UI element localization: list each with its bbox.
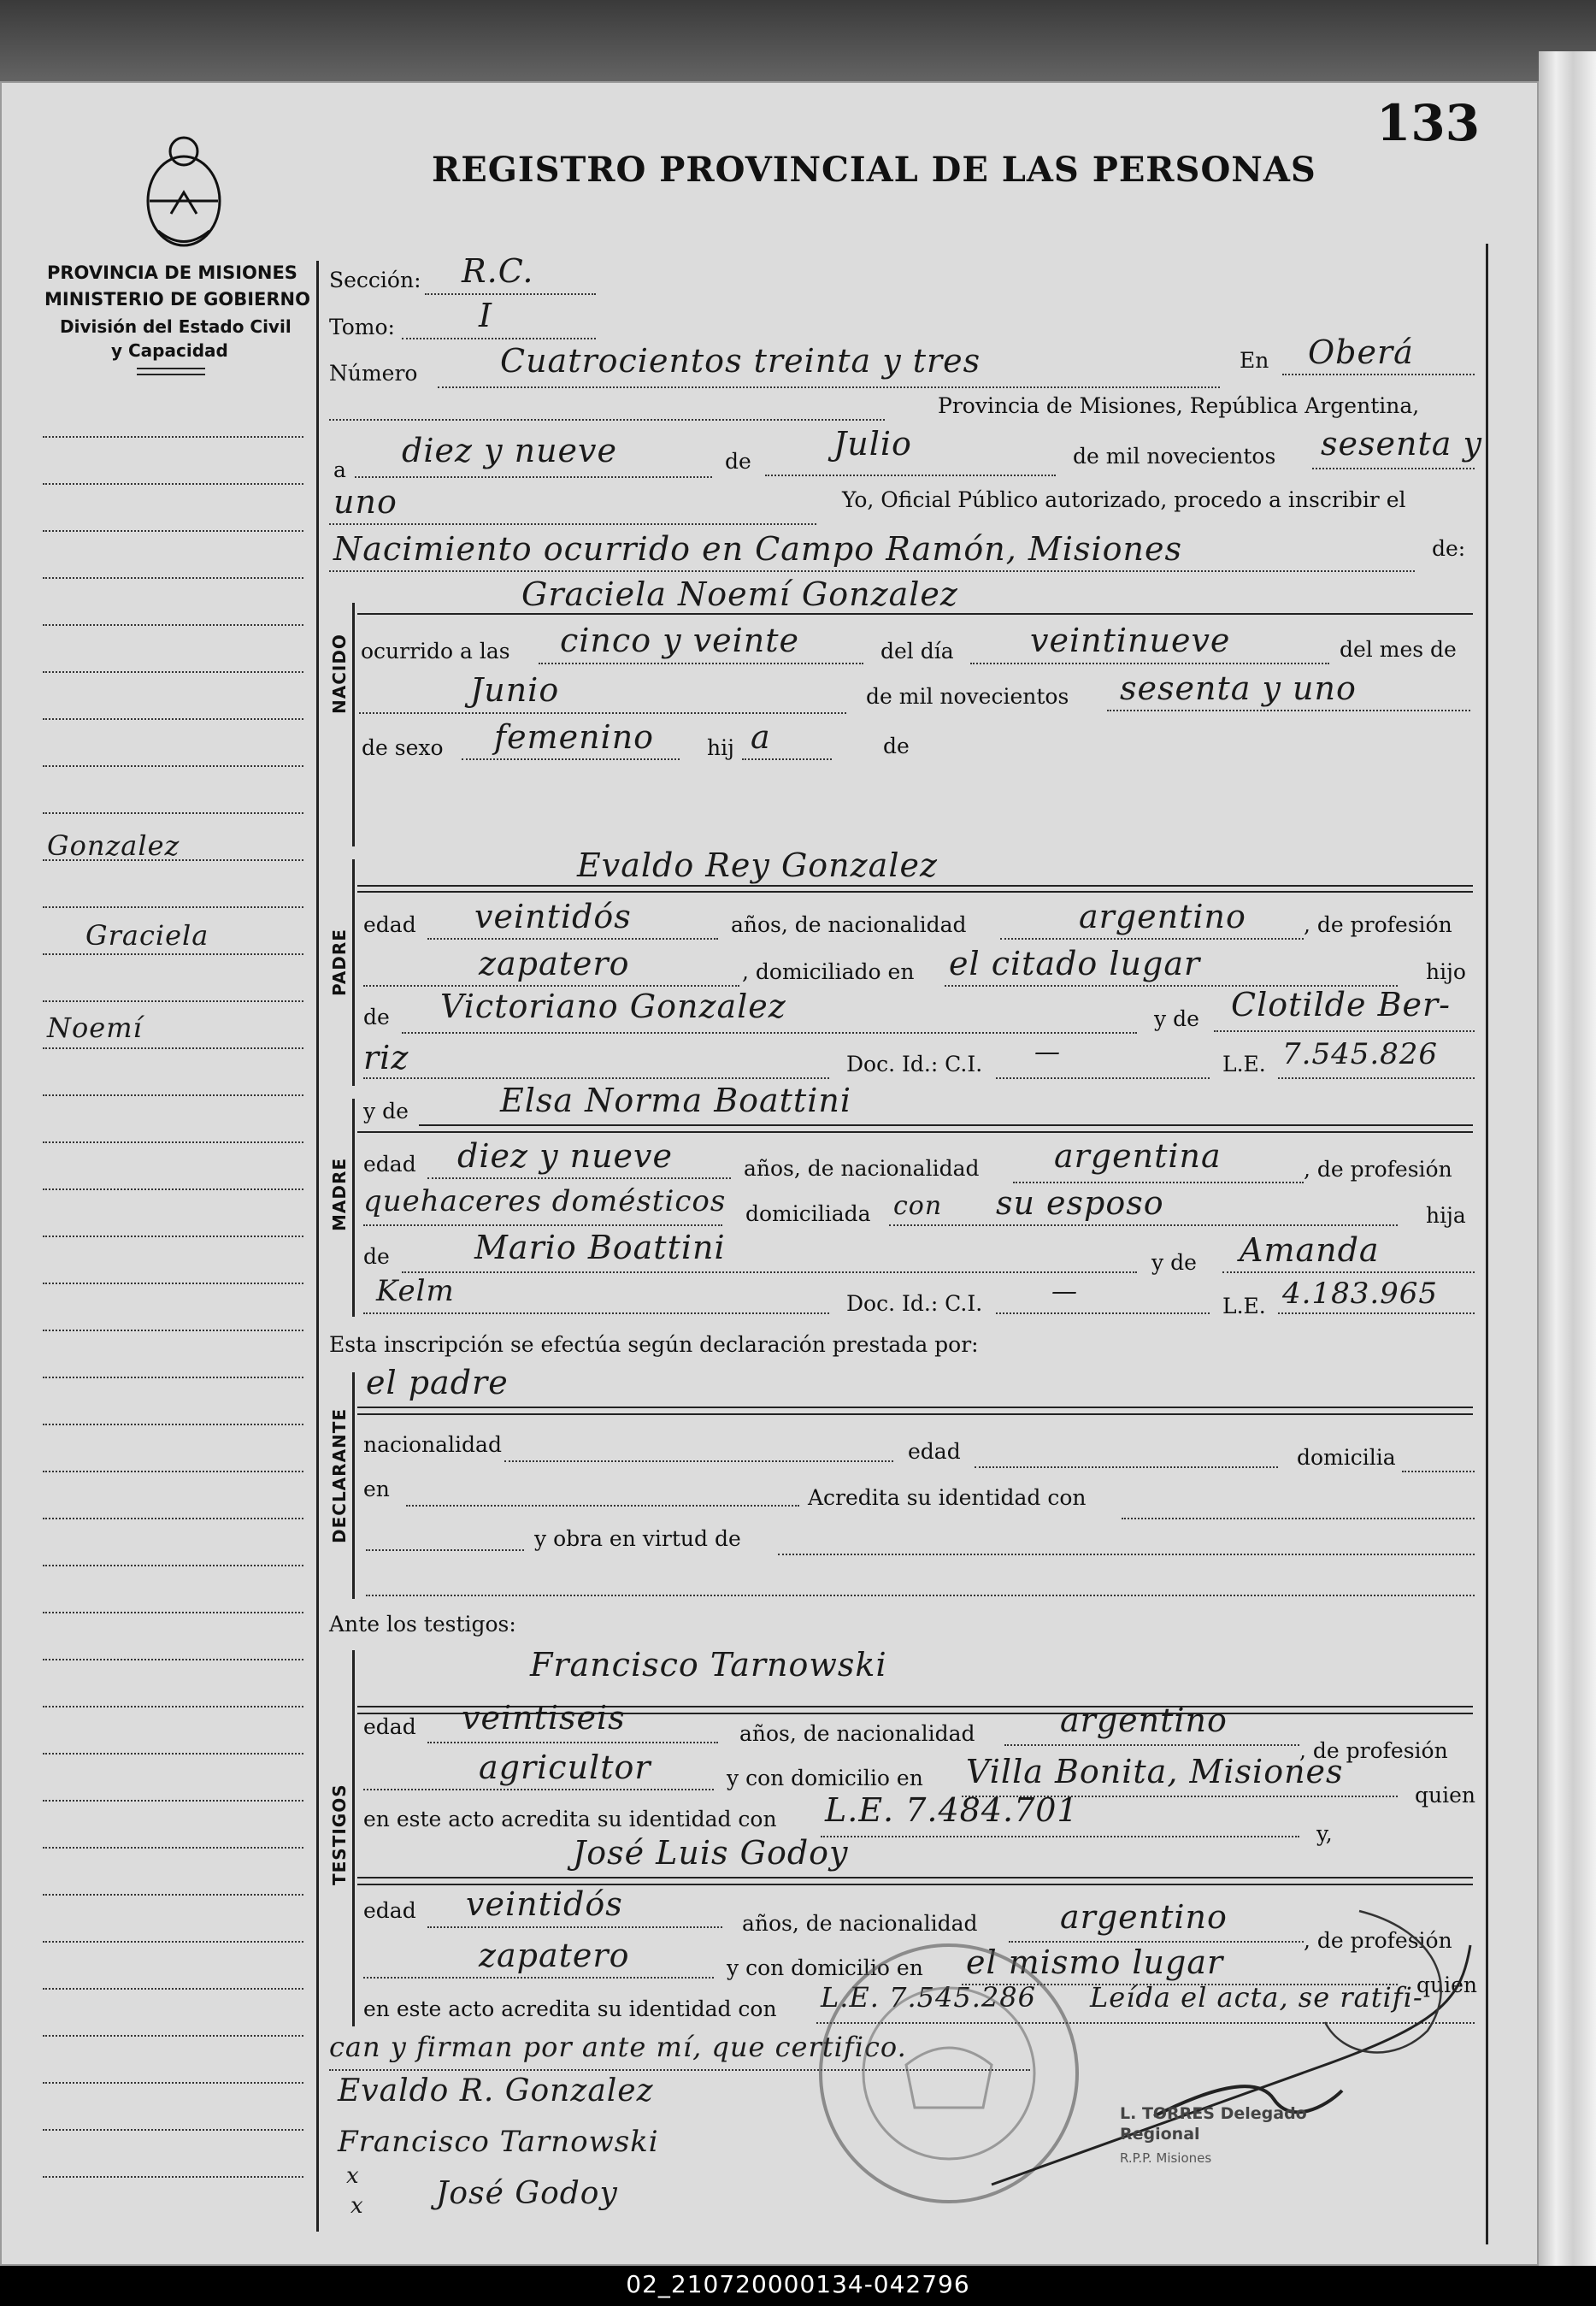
a-label: a [333, 457, 346, 482]
padre-le-label: L.E. [1222, 1052, 1266, 1076]
footer-filename: 02_210720000134-042796 [626, 2270, 970, 2298]
field-line [357, 1131, 1473, 1133]
document-page [0, 81, 1539, 2266]
margin-line [43, 1659, 303, 1660]
madre-edad-label: edad [363, 1152, 416, 1177]
sexo-value: femenino [494, 718, 655, 756]
field-line [406, 1505, 799, 1507]
field-line [1004, 1744, 1299, 1746]
field-line [357, 1413, 1473, 1415]
field-line [427, 938, 718, 940]
field-line [438, 386, 1220, 388]
de-mil-nac-label: de mil novecientos [866, 684, 1069, 709]
field-line [357, 1407, 1473, 1408]
side-label-declarante: DECLARANTE [329, 1407, 350, 1543]
mes-value: Julio [833, 425, 912, 463]
madre-y-de-value-b: Kelm [376, 1274, 455, 1308]
padre-de-value: Victoriano Gonzalez [440, 988, 786, 1025]
testigo2-profesion-label: , de profesión [1304, 1928, 1452, 1953]
tomo-label: Tomo: [329, 315, 395, 339]
testigo1-nombre-value: Francisco Tarnowski [530, 1646, 887, 1684]
scan-top-shadow [0, 0, 1596, 94]
testigo2-quien-label: quien [1416, 1973, 1477, 1997]
side-label-padre: PADRE [329, 929, 350, 996]
margin-note-surname: Gonzalez [47, 829, 180, 862]
declarante-domicilia-label: domicilia [1297, 1445, 1396, 1470]
margin-line [43, 1753, 303, 1755]
margin-line [43, 1988, 303, 1990]
declarante-nac-label: nacionalidad [363, 1432, 502, 1457]
field-line [504, 1460, 893, 1462]
margin-line [43, 1377, 303, 1378]
field-line [425, 293, 596, 295]
field-line [419, 1124, 1473, 1126]
margin-line [43, 1047, 303, 1049]
margin-line [43, 1141, 303, 1143]
padre-doc-label: Doc. Id.: C.I. [846, 1052, 983, 1076]
margin-line [43, 718, 303, 720]
margin-line [43, 1094, 303, 1096]
testigo2-domicilio-label: y con domicilio en [727, 1955, 923, 1980]
padre-hijo-label: hijo [1426, 959, 1466, 984]
madre-ci-value: — [1051, 1277, 1078, 1306]
margin-line [43, 483, 303, 485]
field-line [363, 1789, 714, 1790]
cierre-value: can y firman por ante mí, que certifico. [329, 2031, 907, 2063]
testigo1-dom-value: Villa Bonita, Misiones [966, 1753, 1344, 1790]
margin-line [43, 1424, 303, 1425]
margin-line [43, 953, 303, 955]
hij-label: hij [707, 735, 734, 760]
madre-profesion-label: , de profesión [1304, 1157, 1452, 1182]
testigo1-id-value: L.E. 7.484.701 [825, 1791, 1079, 1829]
main-border-right [1486, 244, 1488, 2244]
section-border-declarante [352, 1372, 355, 1599]
margin-line [43, 812, 303, 814]
margin-line [43, 765, 303, 767]
numero-label: Número [329, 361, 418, 386]
margin-line [43, 1471, 303, 1472]
madre-prof-value: quehaceres domésticos [363, 1184, 727, 1218]
main-border-left [316, 261, 319, 2232]
provincia-label: Provincia de Misiones, República Argentina, [938, 393, 1420, 418]
sexo-label: de sexo [362, 735, 444, 760]
padre-le-value: 7.545.826 [1282, 1037, 1439, 1071]
field-line [1013, 1182, 1304, 1183]
padre-profesion-label: , de profesión [1304, 912, 1452, 937]
madre-dom-prefix: con [893, 1191, 943, 1221]
field-line [1222, 1271, 1475, 1273]
margin-line [43, 671, 303, 673]
section-border-padre [352, 859, 355, 1086]
field-line [357, 885, 1473, 887]
field-line [427, 1742, 718, 1743]
padre-dom-value: el citado lugar [949, 945, 1201, 982]
header-underline [137, 368, 205, 369]
side-label-madre: MADRE [329, 1157, 350, 1231]
field-line [355, 476, 712, 478]
testigo2-prof-value: zapatero [479, 1937, 630, 1974]
padre-edad-value: veintidós [474, 898, 632, 935]
hora-value: cinco y veinte [560, 622, 800, 659]
field-line [765, 475, 1056, 476]
field-line [363, 1077, 829, 1079]
field-line [363, 985, 739, 987]
margin-line [43, 2035, 303, 2037]
madre-le-value: 4.183.965 [1282, 1277, 1439, 1311]
field-line [889, 1224, 1398, 1226]
field-line [975, 1466, 1278, 1468]
testigo1-edad-label: edad [363, 1714, 416, 1739]
section-border-testigos [352, 1650, 355, 2026]
anio-nac-value: sesenta y uno [1120, 669, 1357, 707]
nombre-inscripto-value: Graciela Noemí Gonzalez [521, 575, 958, 613]
dia-value: diez y nueve [402, 432, 618, 469]
testigo2-anios-label: años, de nacionalidad [742, 1911, 978, 1936]
coat-of-arms-icon [137, 133, 231, 252]
ante-testigos-label: Ante los testigos: [329, 1612, 516, 1637]
padre-ci-value: — [1034, 1037, 1061, 1067]
numero-value: Cuatrocientos treinta y tres [500, 342, 981, 380]
padre-prof-value: zapatero [479, 945, 630, 982]
field-line [1278, 1077, 1475, 1079]
testigo1-prof-value: agricultor [479, 1749, 651, 1786]
field-line [363, 1224, 722, 1226]
field-line [357, 1877, 1473, 1878]
dia-nac-value: veintinueve [1030, 622, 1231, 659]
testigo1-profesion-label: , de profesión [1299, 1738, 1448, 1763]
margin-line [43, 1283, 303, 1284]
mes-nac-value: Junio [470, 671, 560, 709]
page-title: REGISTRO PROVINCIAL DE LAS PERSONAS [432, 150, 1316, 190]
margin-line [43, 2082, 303, 2084]
page-number: 133 [1376, 94, 1481, 152]
madre-doc-label: Doc. Id.: C.I. [846, 1291, 983, 1316]
del-dia-label: del día [880, 639, 954, 663]
padre-edad-label: edad [363, 912, 416, 937]
side-label-testigos: TESTIGOS [329, 1784, 350, 1885]
field-line [1312, 468, 1475, 469]
book-edge [1539, 51, 1596, 2266]
testigo2-nombre-value: José Luis Godoy [573, 1834, 849, 1872]
field-line [1278, 1312, 1475, 1314]
margin-line [43, 1800, 303, 1802]
field-line [402, 338, 596, 339]
testigo1-edad-value: veintiseis [462, 1699, 626, 1737]
firma-testigo1: Francisco Tarnowski [338, 2125, 659, 2159]
tipo-acta-value: Nacimiento ocurrido en Campo Ramón, Misiones [333, 530, 1182, 568]
field-line [363, 1312, 829, 1314]
field-line [1282, 374, 1475, 375]
esta-inscripcion-label: Esta inscripción se efectúa según declaración prestada por: [329, 1332, 979, 1357]
margin-line [43, 1518, 303, 1519]
tomo-value: I [479, 297, 493, 334]
padre-anios-label: años, de nacionalidad [731, 912, 967, 937]
anio-value-b: uno [333, 483, 398, 521]
madre-edad-value: diez y nueve [457, 1137, 674, 1175]
madre-domiciliada-label: domiciliada [745, 1201, 871, 1226]
padre-y-de-value-a: Clotilde Ber- [1231, 986, 1451, 1023]
field-line [427, 1177, 731, 1179]
margin-line [43, 1330, 303, 1331]
field-line [778, 1554, 1475, 1555]
section-border-madre [352, 1099, 355, 1317]
testigo1-quien-label: quien [1415, 1783, 1475, 1808]
testigo1-nac-value: argentino [1060, 1701, 1228, 1739]
testigo1-anios-label: años, de nacionalidad [739, 1721, 975, 1746]
margin-line [43, 1565, 303, 1566]
firma-x1: x [346, 2163, 360, 2189]
margin-line [43, 1941, 303, 1943]
padre-nac-value: argentino [1079, 898, 1246, 935]
madre-nac-value: argentina [1054, 1137, 1222, 1175]
margin-note-second-name: Noemí [47, 1011, 143, 1044]
margin-line [43, 2176, 303, 2178]
padre-domiciliado-label: , domiciliado en [742, 959, 915, 984]
madre-anios-label: años, de nacionalidad [744, 1156, 980, 1181]
madre-y-de2-label: y de [1151, 1250, 1197, 1275]
margin-line [43, 1612, 303, 1613]
field-line [366, 1549, 524, 1551]
field-line [742, 758, 832, 760]
field-line [821, 1836, 1299, 1837]
field-line [366, 1595, 1475, 1596]
field-line [996, 1312, 1210, 1314]
testigo2-acredita-label: en este acto acredita su identidad con [363, 1996, 777, 2021]
lugar-value: Oberá [1308, 333, 1414, 371]
de-label-sexo: de [883, 734, 910, 758]
madre-de-value: Mario Boattini [474, 1229, 726, 1266]
field-line [329, 523, 816, 525]
margin-line [43, 530, 303, 532]
anio-value-a: sesenta y [1321, 425, 1482, 463]
firma-x2: x [350, 2193, 364, 2219]
declarante-obra-label: y obra en virtud de [534, 1526, 741, 1551]
field-line [427, 1926, 722, 1928]
field-line [1402, 1471, 1475, 1472]
field-line [1122, 1518, 1475, 1519]
side-label-nacido: NACIDO [329, 634, 350, 714]
officer-signature-icon [983, 1894, 1479, 2219]
declarante-value: el padre [366, 1364, 509, 1401]
field-line [357, 613, 1473, 615]
madre-y-de-label: y de [363, 1099, 409, 1124]
field-line [1000, 938, 1304, 940]
stamp-text: L. TORRES Delegado Regional [1120, 2104, 1307, 2144]
margin-note-first-name: Graciela [85, 919, 209, 952]
margin-line [43, 1236, 303, 1237]
header-province: PROVINCIA DE MISIONES [47, 262, 297, 283]
madre-y-de-value-a: Amanda [1240, 1231, 1380, 1269]
field-line [402, 1032, 1137, 1034]
testigo1-domicilio-label: y con domicilio en [727, 1766, 923, 1790]
declarante-edad-label: edad [908, 1439, 961, 1464]
header-ministry: MINISTERIO DE GOBIERNO [44, 289, 310, 310]
hij-suffix-value: a [751, 718, 771, 756]
margin-line [43, 1188, 303, 1190]
de-label: de [725, 449, 751, 474]
margin-line [43, 1000, 303, 1002]
madre-hija-label: hija [1426, 1203, 1466, 1228]
field-line [357, 891, 1473, 893]
de-mil-label: de mil novecientos [1073, 444, 1276, 469]
field-line [1107, 710, 1470, 711]
field-line [329, 419, 885, 421]
madre-le-label: L.E. [1222, 1294, 1266, 1318]
field-line [363, 1977, 714, 1979]
field-line [1214, 1030, 1475, 1032]
margin-line [43, 2129, 303, 2131]
testigo2-edad-label: edad [363, 1898, 416, 1923]
ocurrido-label: ocurrido a las [361, 639, 510, 663]
stamp-text-2: R.P.P. Misiones [1120, 2150, 1212, 2166]
padre-nombre-value: Evaldo Rey Gonzalez [577, 846, 938, 884]
madre-nombre-value: Elsa Norma Boattini [500, 1082, 851, 1119]
testigo2-edad-value: veintidós [466, 1885, 623, 1923]
padre-y-de-label: y de [1154, 1006, 1199, 1031]
margin-line [43, 436, 303, 438]
header-division: División del Estado Civil [60, 316, 292, 337]
header-underline [137, 374, 205, 375]
madre-de-label: de [363, 1244, 390, 1269]
de-colon-label: de: [1432, 536, 1466, 561]
padre-de-label: de [363, 1005, 390, 1029]
firma-testigo2: José Godoy [436, 2176, 618, 2211]
seccion-value: R.C. [462, 252, 534, 290]
field-line [402, 1271, 1137, 1273]
del-mes-label: del mes de [1340, 637, 1457, 662]
margin-line [43, 906, 303, 908]
testigo2-nac-value: argentino [1060, 1898, 1228, 1936]
margin-line [43, 1847, 303, 1849]
margin-line [43, 1894, 303, 1896]
firma-padre: Evaldo R. Gonzalez [338, 2073, 654, 2108]
header-capacidad: y Capacidad [111, 340, 228, 361]
margin-line [43, 1706, 303, 1707]
field-line [970, 663, 1329, 664]
madre-dom-value: su esposo [996, 1184, 1164, 1222]
testigo1-acredita-label: en este acto acredita su identidad con [363, 1807, 777, 1831]
field-line [462, 758, 680, 760]
field-line [539, 663, 863, 664]
field-line [996, 1077, 1210, 1079]
en-label: En [1240, 348, 1269, 373]
leida-value: Leída el acta, se ratifi- [1090, 1981, 1423, 2014]
margin-line [43, 624, 303, 626]
testigo1-y-label: y, [1316, 1821, 1333, 1846]
margin-line [43, 577, 303, 579]
testigo2-id-value: L.E. 7.545.286 [821, 1981, 1036, 2014]
section-border-nacido [352, 603, 355, 846]
seccion-label: Sección: [329, 268, 421, 292]
declarante-en-label: en [363, 1477, 390, 1501]
field-line [359, 712, 846, 714]
padre-y-de-value-b: riz [363, 1039, 409, 1076]
yo-oficial-label: Yo, Oficial Público autorizado, procedo a inscribir el [842, 487, 1406, 512]
field-line [329, 570, 1415, 572]
declarante-acredita-label: Acredita su identidad con [808, 1485, 1087, 1510]
testigo2-dom-value: el mismo lugar [966, 1943, 1224, 1981]
